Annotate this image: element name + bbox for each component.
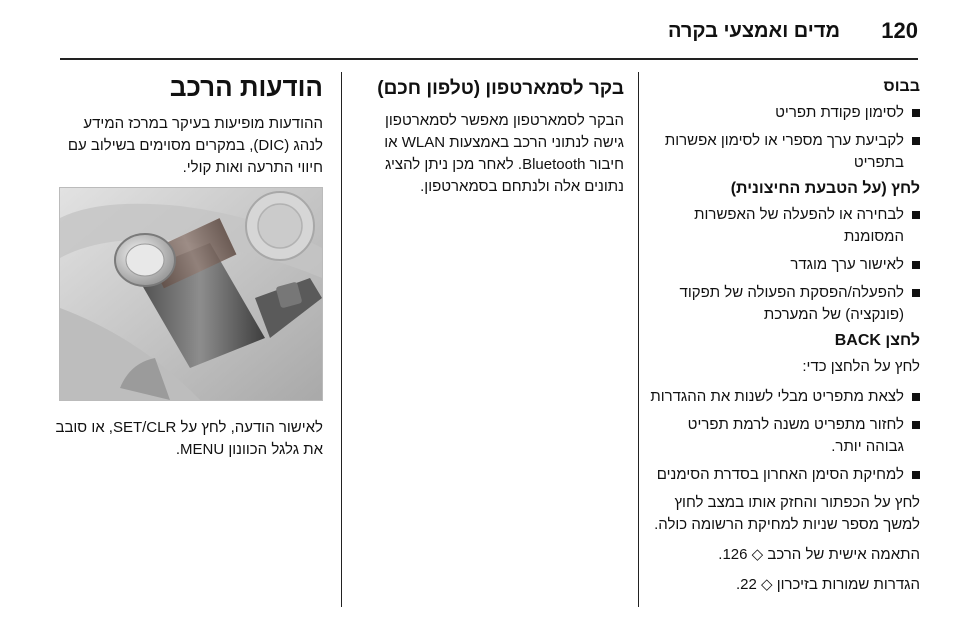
list-item: לסימון פקודת תפריט [650, 102, 920, 124]
bullet-square-icon [912, 421, 920, 429]
page-header [0, 0, 960, 60]
figure-caption: לאישור הודעה, לחץ על SET/CLR, או סובב את גלגל הכוונון MENU. [55, 419, 323, 458]
middle-column [354, 72, 624, 206]
reference-personalization: התאמה אישית של הרכב ◇ 126. [718, 546, 920, 563]
list-item: לבחירה או להפעלה של האפשרות המסומנת [650, 204, 920, 248]
list-item: לקביעת ערך מספרי או לסימון אפשרות בתפריט [650, 130, 920, 174]
press-bullet-list [650, 204, 920, 326]
bullet-square-icon [912, 471, 920, 479]
reference-memory-settings: הגדרות שמורות בזיכרון ◇ 22. [735, 576, 920, 593]
section-heading-vehicle-messages: הודעות הרכב [169, 72, 323, 102]
subheading-back-button: לחצן BACK [834, 332, 920, 349]
left-column [55, 72, 323, 461]
list-item: להפעלה/הפסקת הפעולה של תפקוד (פונקציה) של המערכת [650, 282, 920, 326]
back-bullet-list [650, 386, 920, 486]
page-number: 120 [881, 18, 918, 43]
bullet-square-icon [912, 261, 920, 269]
back-intro-text: לחץ על הלחצן כדי: [802, 358, 920, 375]
vehicle-messages-paragraph: ההודעות מופיעות בעיקר במרכז המידע לנהג (DIC), במקרים מסוימים בשילוב עם חיווי התרעה ואות קולי. [67, 115, 323, 176]
list-item: לצאת מתפריט מבלי לשנות את ההגדרות [650, 386, 920, 408]
bullet-square-icon [912, 211, 920, 219]
smartphone-paragraph: הבקר לסמארטפון מאפשר לסמארטפון גישה לנתוני הרכב באמצעות WLAN או חיבור Bluetooth. לאחר מכן ניתן להציג נתונים אלה ולנתחם בסמארטפון. [384, 112, 624, 195]
column-divider [638, 72, 639, 607]
list-item: לאישור ערך מוגדר [650, 254, 920, 276]
list-item: למחיקת הסימן האחרון בסדרת הסימנים [650, 464, 920, 486]
subheading-turn: בבוס [883, 78, 920, 95]
column-divider [341, 72, 342, 607]
page-title: מדים ואמצעי בקרה [667, 20, 840, 42]
turn-bullet-list [650, 102, 920, 174]
list-item: לחזור מתפריט משנה לרמת תפריט גבוהה יותר. [650, 414, 920, 458]
subheading-press-ring: לחץ (על הטבעת החיצונית) [730, 180, 920, 197]
header-divider [60, 58, 918, 60]
turn-signal-stalk-icon [60, 188, 322, 400]
section-heading-smartphone: בקר לסמארטפון (טלפון חכם) [377, 78, 624, 99]
stalk-illustration [59, 187, 323, 401]
bullet-square-icon [912, 289, 920, 297]
right-column [650, 72, 920, 604]
bullet-square-icon [912, 137, 920, 145]
bullet-square-icon [912, 393, 920, 401]
hold-paragraph: לחץ על הכפתור והחזק אותו במצב לחוץ למשך מספר שניות למחיקת הרשומה כולה. [654, 494, 920, 533]
bullet-square-icon [912, 109, 920, 117]
